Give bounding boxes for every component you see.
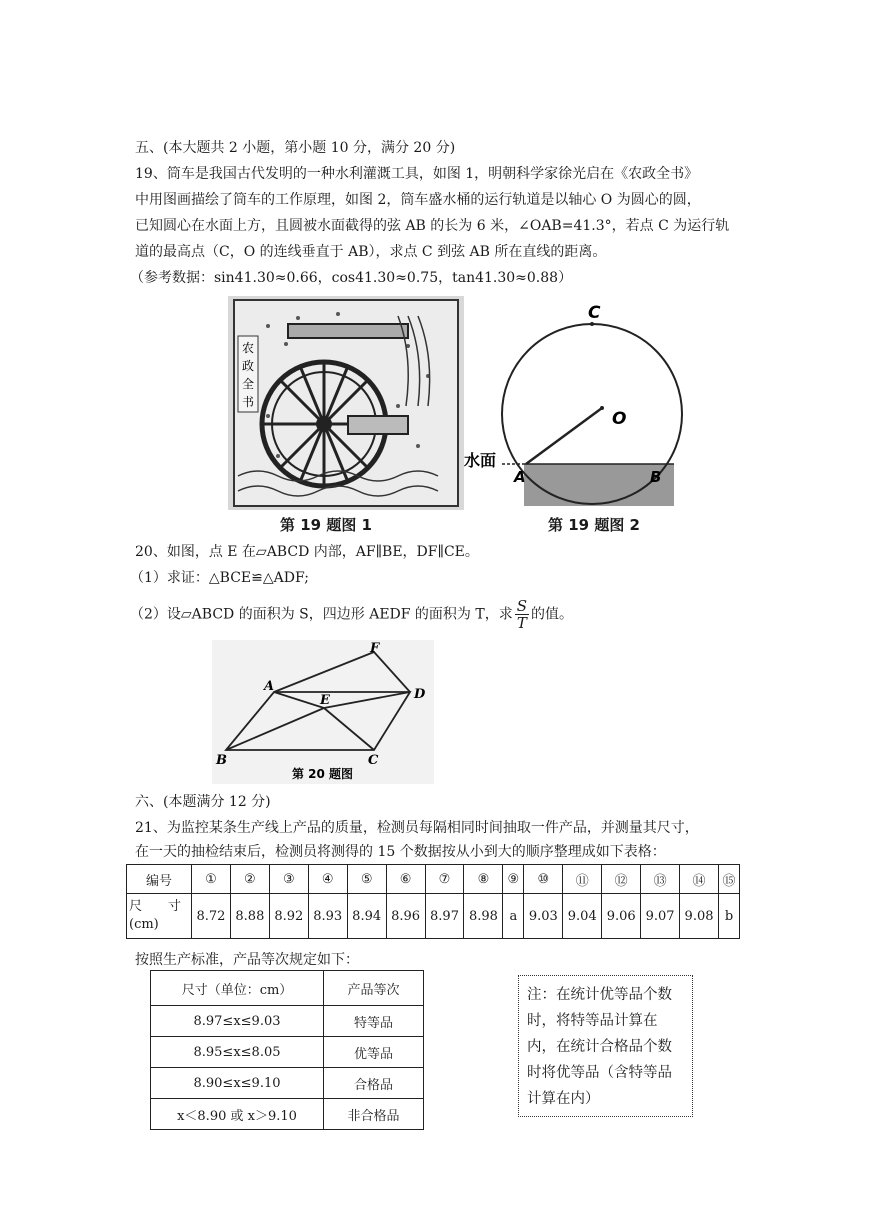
header-size-cell: 尺寸（单位：cm） xyxy=(151,971,324,1006)
value-cell: 8.98 xyxy=(464,894,503,939)
standard-intro: 按照生产标准，产品等次规定如下： xyxy=(135,952,359,968)
note-box: 注：在统计优等品个数时，将特等品计算在内，在统计合格品个数时将优等品（含特等品计算在内） xyxy=(518,975,693,1117)
q19-figure-2 xyxy=(462,296,684,538)
figure-2-caption: 第 19 题图 2 xyxy=(548,516,640,534)
table-row xyxy=(151,1006,424,1037)
q20-part-2-before: （2）设▱ABCD 的面积为 S，四边形 AEDF 的面积为 T，求 xyxy=(130,606,513,623)
table-row xyxy=(151,1099,424,1130)
value-cell: a xyxy=(503,894,524,939)
header-label-cell: 编号 xyxy=(127,865,192,894)
label-C: C xyxy=(588,303,601,323)
grade-cell: 合格品 xyxy=(324,1068,424,1099)
figure-1-caption: 第 19 题图 1 xyxy=(280,516,372,534)
table-row xyxy=(151,971,424,1006)
q19-line-1: 19、筒车是我国古代发明的一种水利灌溉工具，如图 1，明朝科学家徐光启在《农政全书》 xyxy=(135,166,699,182)
number-cell: ⑧ xyxy=(464,865,503,894)
size-label-line-1: 尺 寸 xyxy=(129,899,182,914)
value-cell: 8.94 xyxy=(347,894,386,939)
vertex-C: C xyxy=(368,753,379,768)
value-cell: 8.93 xyxy=(308,894,347,939)
fraction-numerator: S xyxy=(516,597,527,615)
q20-part-1: （1）求证：△BCE≌△ADF; xyxy=(130,570,309,586)
number-cell: ④ xyxy=(308,865,347,894)
q21-line-2: 在一天的抽检结束后，检测员将测得的 15 个数据按从小到大的顺序整理成如下表格： xyxy=(135,844,666,860)
size-label-line-2: (cm) xyxy=(129,917,159,932)
grade-cell: 特等品 xyxy=(324,1006,424,1037)
value-cell: 8.72 xyxy=(192,894,231,939)
value-cell: 9.07 xyxy=(641,894,680,939)
q21-line-1: 21、为监控某条生产线上产品的质量，检测员每隔相同时间抽取一件产品，并测量其尺寸， xyxy=(135,820,699,836)
value-cell: b xyxy=(719,894,740,939)
circle-diagram xyxy=(462,296,684,510)
value-cell: 8.92 xyxy=(269,894,308,939)
range-cell: 8.90≤x≤9.10 xyxy=(151,1068,324,1099)
header-grade-cell: 产品等次 xyxy=(324,971,424,1006)
number-cell: ⑭ xyxy=(680,865,719,894)
value-cell: 9.04 xyxy=(563,894,602,939)
value-cell: 8.88 xyxy=(230,894,269,939)
q20-part-2-after: 的值。 xyxy=(531,606,573,623)
table-row xyxy=(151,1068,424,1099)
number-cell: ⑥ xyxy=(386,865,425,894)
fraction-s-over-t xyxy=(515,598,529,631)
section6-header: 六、(本题满分 12 分) xyxy=(135,794,271,810)
q20-part-2 xyxy=(130,598,573,631)
label-B: B xyxy=(650,468,662,486)
number-cell: ② xyxy=(230,865,269,894)
point-E: E xyxy=(320,693,330,708)
q19-figure-1 xyxy=(228,296,464,538)
value-cell: 9.03 xyxy=(524,894,563,939)
table-row xyxy=(151,1037,424,1068)
vertex-D: D xyxy=(414,687,426,702)
grade-cell: 优等品 xyxy=(324,1037,424,1068)
number-cell: ⑤ xyxy=(347,865,386,894)
section5-header: 五、(本大题共 2 小题，第小题 10 分，满分 20 分) xyxy=(135,140,456,156)
range-cell: 8.97≤x≤9.03 xyxy=(151,1006,324,1037)
figure-20-caption: 第 20 题图 xyxy=(292,767,354,781)
measurement-table xyxy=(126,864,740,939)
book-title-char-3: 全 xyxy=(241,377,255,391)
vertex-B: B xyxy=(216,753,227,768)
table-row-numbers xyxy=(127,865,740,894)
value-cell: 9.06 xyxy=(602,894,641,939)
number-cell: ① xyxy=(192,865,231,894)
label-A: A xyxy=(514,468,526,486)
range-cell: 8.95≤x≤8.05 xyxy=(151,1037,324,1068)
grade-standard-table xyxy=(150,970,424,1130)
number-cell: ⑪ xyxy=(563,865,602,894)
number-cell: ⑬ xyxy=(641,865,680,894)
parallelogram-diagram xyxy=(212,640,434,784)
number-cell: ⑨ xyxy=(503,865,524,894)
grade-cell: 非合格品 xyxy=(324,1099,424,1130)
number-cell: ⑦ xyxy=(425,865,464,894)
number-cell: ⑫ xyxy=(602,865,641,894)
point-F: F xyxy=(370,641,380,656)
book-title-char-4: 书 xyxy=(241,395,255,409)
book-title-char-1: 农 xyxy=(241,341,255,355)
number-cell: ⑩ xyxy=(524,865,563,894)
value-cell: 8.96 xyxy=(386,894,425,939)
vertex-A: A xyxy=(264,679,275,694)
size-label-cell xyxy=(127,894,192,939)
value-cell: 9.08 xyxy=(680,894,719,939)
water-wheel-illustration xyxy=(228,296,464,510)
q19-reference-data: （参考数据：sin41.30≈0.66，cos41.30≈0.75，tan41.30≈0.88） xyxy=(130,270,573,286)
q20-figure xyxy=(212,640,434,784)
fraction-denominator: T xyxy=(516,614,527,632)
water-surface-label: 水面 xyxy=(464,451,497,470)
book-title-char-2: 政 xyxy=(241,359,255,373)
range-cell: x＜8.90 或 x＞9.10 xyxy=(151,1099,324,1130)
label-O: O xyxy=(612,409,627,429)
table-row-sizes xyxy=(127,894,740,939)
q19-line-4: 道的最高点（C，O 的连线垂直于 AB），求点 C 到弦 AB 所在直线的距离。 xyxy=(135,244,607,260)
q19-line-2: 中用图画描绘了筒车的工作原理，如图 2，筒车盛水桶的运行轨道是以轴心 O 为圆心的圆， xyxy=(135,192,701,208)
q19-line-3: 已知圆心在水面上方，且圆被水面截得的弦 AB 的长为 6 米，∠OAB=41.3°，若点 C 为运行轨 xyxy=(135,218,730,234)
q20-line-1: 20、如图，点 E 在▱ABCD 内部，AF∥BE，DF∥CE。 xyxy=(135,544,479,560)
value-cell: 8.97 xyxy=(425,894,464,939)
number-cell: ③ xyxy=(269,865,308,894)
number-cell: ⑮ xyxy=(719,865,740,894)
